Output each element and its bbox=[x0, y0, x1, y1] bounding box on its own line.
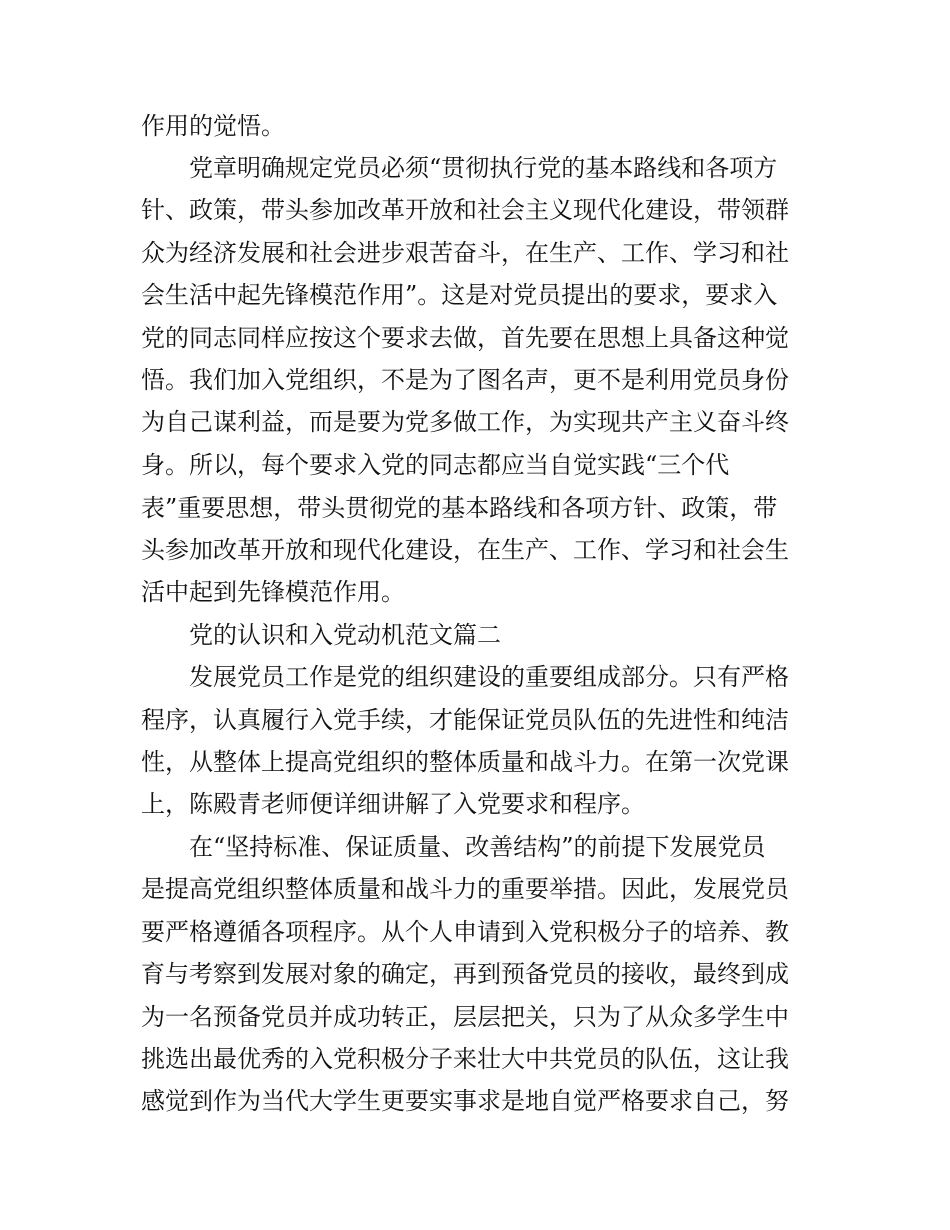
paragraph-start-line: 党章明确规定党员必须“贯彻执行党的基本路线和各项方 bbox=[189, 154, 778, 182]
text-line: 表”重要思想，带头贯彻党的基本路线和各项方针、政策，带 bbox=[141, 494, 778, 522]
text-line: 党的同志同样应按这个要求去做，首先要在思想上具备这种觉 bbox=[141, 324, 789, 352]
text-line: 要严格遵循各项程序。从个人申请到入党积极分子的培养、教 bbox=[141, 918, 789, 946]
text-line: 程序，认真履行入党手续，才能保证党员队伍的先进性和纯洁 bbox=[141, 706, 789, 734]
text-line: 作用的觉悟。 bbox=[141, 112, 285, 140]
text-line: 上，陈殿青老师便详细讲解了入党要求和程序。 bbox=[141, 790, 645, 818]
text-line: 为自己谋利益，而是要为党多做工作，为实现共产主义奋斗终 bbox=[141, 408, 789, 436]
text-line: 会生活中起先锋模范作用”。这是对党员提出的要求，要求入 bbox=[141, 281, 778, 309]
text-line: 感觉到作为当代大学生更要实事求是地自觉严格要求自己，努 bbox=[141, 1087, 789, 1115]
text-line: 活中起到先锋模范作用。 bbox=[141, 578, 405, 606]
text-line: 头参加改革开放和现代化建设，在生产、工作、学习和社会生 bbox=[141, 536, 789, 564]
text-line: 挑选出最优秀的入党积极分子来壮大中共党员的队伍，这让我 bbox=[141, 1045, 789, 1073]
text-line: 是提高党组织整体质量和战斗力的重要举措。因此，发展党员 bbox=[141, 875, 789, 903]
text-line: 针、政策，带头参加改革开放和社会主义现代化建设，带领群 bbox=[141, 196, 789, 224]
text-line: 悟。我们加入党组织，不是为了图名声，更不是利用党员身份 bbox=[141, 366, 789, 394]
text-line: 性，从整体上提高党组织的整体质量和战斗力。在第一次党课 bbox=[141, 748, 789, 776]
paragraph-start-line: 在“坚持标准、保证质量、改善结构”的前提下发展党员 bbox=[189, 833, 766, 861]
section-heading: 党的认识和入党动机范文篇二 bbox=[189, 621, 501, 649]
text-line: 众为经济发展和社会进步艰苦奋斗，在生产、工作、学习和社 bbox=[141, 239, 789, 267]
text-line: 身。所以，每个要求入党的同志都应当自觉实践“三个代 bbox=[141, 451, 730, 479]
text-line: 育与考察到发展对象的确定，再到预备党员的接收，最终到成 bbox=[141, 960, 789, 988]
paragraph-start-line: 发展党员工作是党的组织建设的重要组成部分。只有严格 bbox=[189, 663, 789, 691]
text-line: 为一名预备党员并成功转正，层层把关，只为了从众多学生中 bbox=[141, 1003, 789, 1031]
